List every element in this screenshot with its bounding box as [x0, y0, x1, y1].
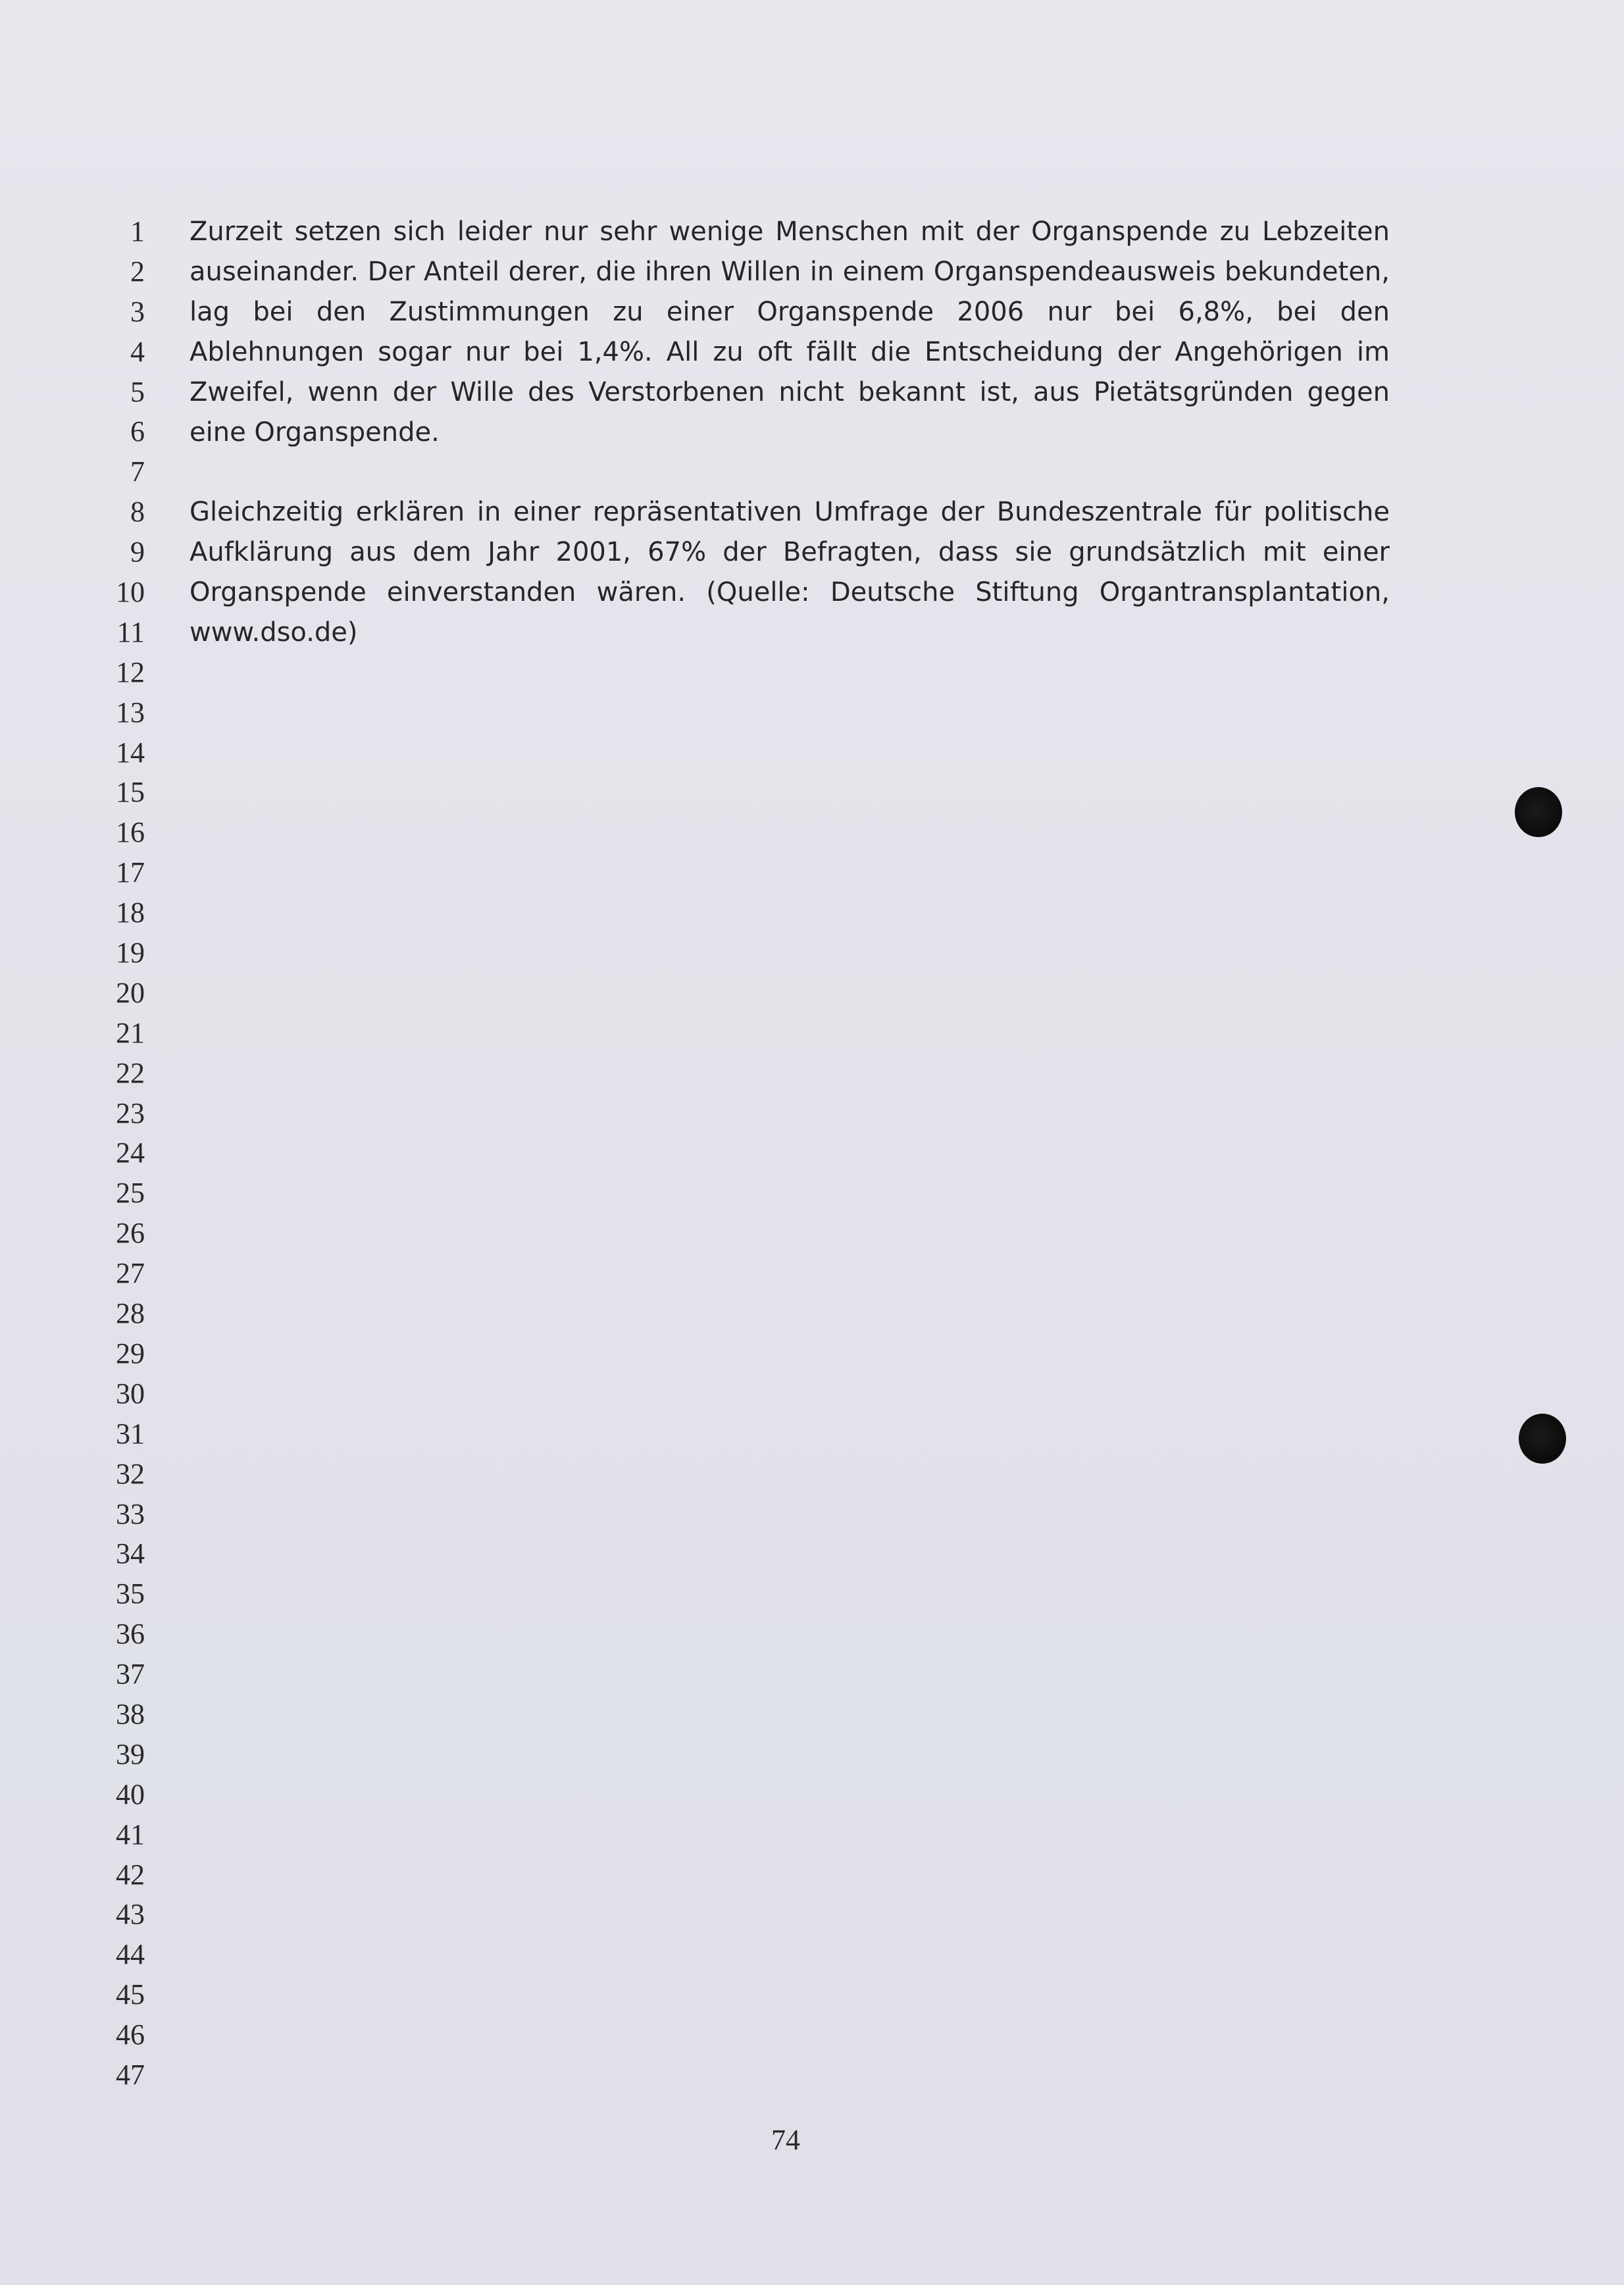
line-number: 6	[130, 415, 145, 448]
line-number: 21	[116, 1016, 145, 1049]
line-number: 38	[116, 1697, 145, 1730]
line-number: 41	[116, 1818, 145, 1851]
line-number: 44	[116, 1938, 145, 1971]
line-number: 9	[130, 536, 145, 569]
line-number: 15	[116, 776, 145, 809]
page-number: 74	[771, 2124, 800, 2156]
line-number: 20	[116, 976, 145, 1009]
line-number: 35	[116, 1578, 145, 1610]
line-number: 2	[130, 255, 145, 288]
line-number: 40	[116, 1778, 145, 1810]
line-number: 47	[116, 2058, 145, 2091]
punch-hole-top	[1515, 787, 1562, 837]
line-number: 33	[116, 1497, 145, 1530]
line-number: 26	[116, 1217, 145, 1250]
line-number: 23	[116, 1096, 145, 1129]
line-number: 4	[130, 335, 145, 368]
line-number: 32	[116, 1457, 145, 1490]
line-number: 24	[116, 1137, 145, 1169]
line-number: 34	[116, 1537, 145, 1570]
line-number: 29	[116, 1337, 145, 1370]
line-number: 13	[116, 696, 145, 729]
paragraph-organspende-statistik: Zurzeit setzen sich leider nur sehr wenige Menschen mit der Organspende zu Lebzeiten auseinander. Der Anteil derer, die ihren Willen in einem Organspendeausweis bekundeten, lag bei den Zustimmungen zu einer Organspende 2006 nur bei 6,8%, bei den Ablehnungen sogar nur bei 1,4%. All zu oft fällt die Entscheidung der Angehörigen im Zweifel, wenn der Wille des Verstorbenen nicht bekannt ist, aus Pietätsgründen gegen eine Organspende.	[190, 217, 1390, 448]
line-number: 27	[116, 1257, 145, 1290]
line-number: 14	[116, 736, 145, 769]
line-number: 8	[130, 496, 145, 528]
line-number: 16	[116, 816, 145, 849]
line-number: 37	[116, 1658, 145, 1691]
line-number: 11	[116, 615, 145, 648]
line-number: 3	[130, 295, 145, 328]
line-number: 18	[116, 896, 145, 929]
line-numbers	[92, 212, 145, 2095]
line-number: 5	[130, 375, 145, 408]
line-number: 42	[116, 1858, 145, 1891]
line-number: 46	[116, 2018, 145, 2051]
line-number: 45	[116, 1978, 145, 2011]
line-number: 7	[130, 455, 145, 488]
line-number: 17	[116, 856, 145, 889]
line-number: 12	[116, 655, 145, 688]
line-number: 19	[116, 937, 145, 969]
paragraph-umfrage: Gleichzeitig erklären in einer repräsentativen Umfrage der Bundeszentrale für politische Aufklärung aus dem Jahr 2001, 67% der Befragten, dass sie grundsätzlich mit einer Organspende einverstanden wären. (Quelle: Deutsche Stiftung Organtransplantation, www.dso.de)	[190, 497, 1390, 648]
line-number: 1	[130, 215, 145, 247]
line-number: 31	[116, 1417, 145, 1450]
line-number: 30	[116, 1377, 145, 1410]
line-number: 43	[116, 1898, 145, 1931]
line-number: 39	[116, 1737, 145, 1770]
line-number: 25	[116, 1177, 145, 1210]
punch-hole-bottom	[1519, 1414, 1566, 1464]
line-number: 36	[116, 1618, 145, 1651]
line-number: 10	[116, 576, 145, 609]
line-number: 22	[116, 1056, 145, 1089]
line-number: 28	[116, 1297, 145, 1330]
